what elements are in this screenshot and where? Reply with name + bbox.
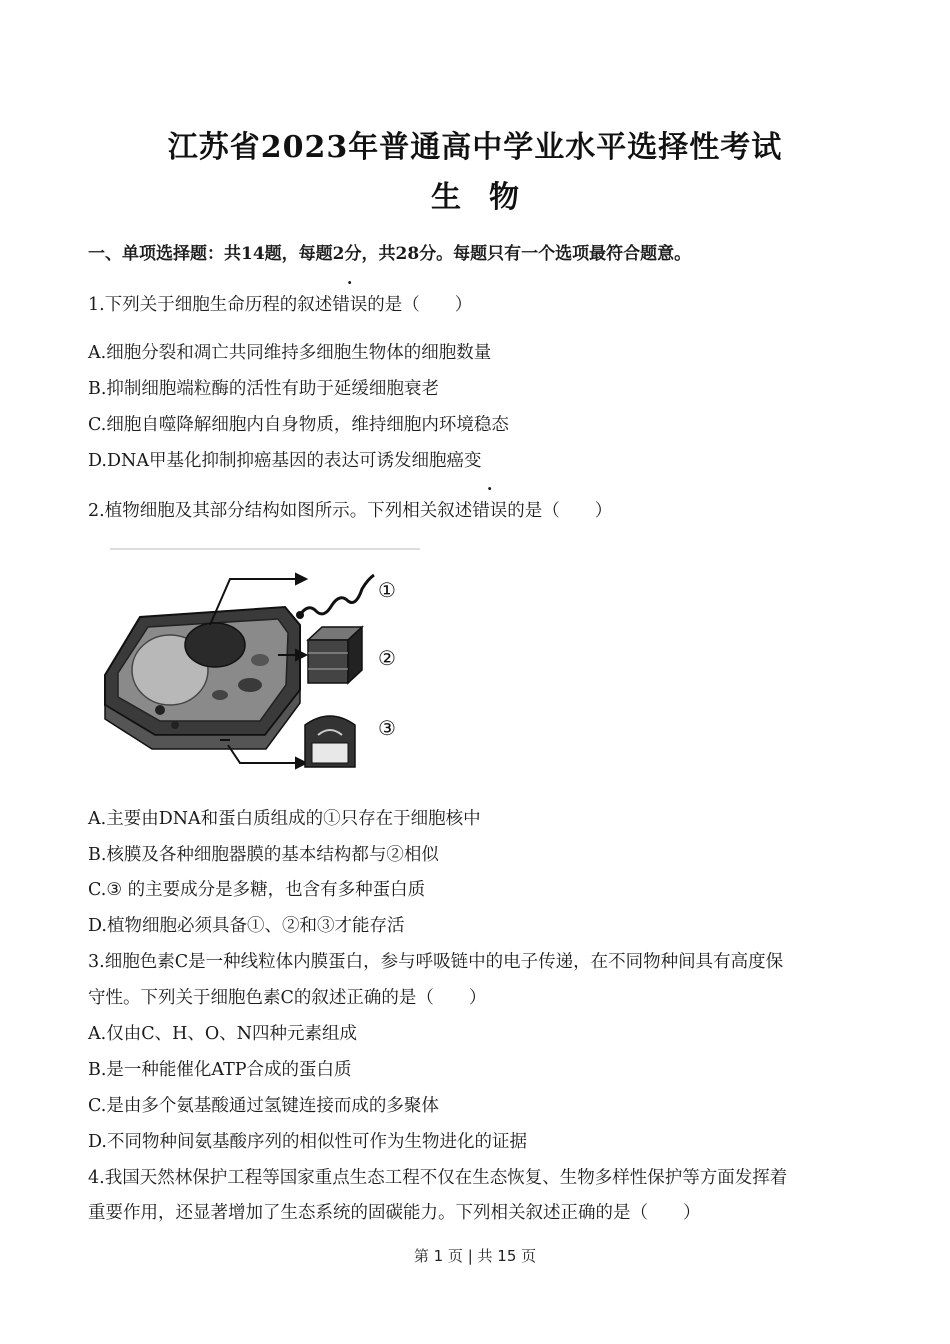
q3-option-d: D.不同物种间氨基酸序列的相似性可作为生物进化的证据: [88, 1132, 527, 1152]
emphasis-text: 错误: [472, 501, 508, 521]
q2-option-b: B.核膜及各种细胞器膜的基本结构都与②相似: [88, 845, 439, 865]
figure-label-2: ②: [378, 646, 396, 670]
emphasis-text: 错误: [332, 295, 368, 315]
question-4-stem-line1: 4.我国天然林保护工程等国家重点生态工程不仅在生态恢复、生物多样性保护等方面发挥着: [88, 1168, 788, 1188]
q2-option-c: C.③ 的主要成分是多糖，也含有多种蛋白质: [88, 880, 426, 900]
plant-cell-figure: [100, 545, 420, 775]
question-3-stem-line1: 3.细胞色素C是一种线粒体内膜蛋白，参与呼吸链中的电子传递，在不同物种间具有高度保: [88, 952, 784, 972]
section-heading: 一、单项选择题：共14题，每题2分，共28分。每题只有一个选项最符合题意。: [88, 244, 692, 264]
q2-option-d: D.植物细胞必须具备①、②和③才能存活: [88, 916, 405, 936]
q1-option-a: A.细胞分裂和凋亡共同维持多细胞生物体的细胞数量: [88, 343, 492, 363]
q1-option-d: D.DNA甲基化抑制抑癌基因的表达可诱发细胞癌变: [88, 451, 482, 471]
subject-title: 生物: [431, 180, 547, 215]
question-2-stem: 2.植物细胞及其部分结构如图所示。下列相关叙述错误的是（ ）: [88, 501, 613, 521]
page-footer: 第 1 页 | 共 15 页: [413, 1247, 537, 1265]
question-1-stem: 1.下列关于细胞生命历程的叙述错误的是（ ）: [88, 295, 473, 315]
cell-wall-icon: [305, 716, 355, 767]
exam-title: 江苏省2023年普通高中学业水平选择性考试: [167, 130, 783, 165]
plant-cell-illustration: [105, 607, 300, 749]
q3-option-b: B.是一种能催化ATP合成的蛋白质: [88, 1060, 352, 1080]
q3-option-a: A.仅由C、H、O、N四种元素组成: [88, 1024, 358, 1044]
q1-option-c: C.细胞自噬降解细胞内自身物质，维持细胞内环境稳态: [88, 415, 509, 435]
chromatin-icon: [296, 575, 374, 619]
q1-option-b: B.抑制细胞端粒酶的活性有助于延缓细胞衰老: [88, 379, 439, 399]
q2-option-a: A.主要由DNA和蛋白质组成的①只存在于细胞核中: [88, 809, 481, 829]
figure-label-3: ③: [378, 716, 396, 740]
q3-option-c: C.是由多个氨基酸通过氢键连接而成的多聚体: [88, 1096, 439, 1116]
figure-label-1: ①: [378, 578, 396, 602]
question-3-stem-line2: 守性。下列关于细胞色素C的叙述正确的是（ ）: [88, 988, 487, 1008]
question-4-stem-line2: 重要作用，还显著增加了生态系统的固碳能力。下列相关叙述正确的是（ ）: [88, 1203, 701, 1223]
membrane-block-icon: [308, 627, 362, 683]
